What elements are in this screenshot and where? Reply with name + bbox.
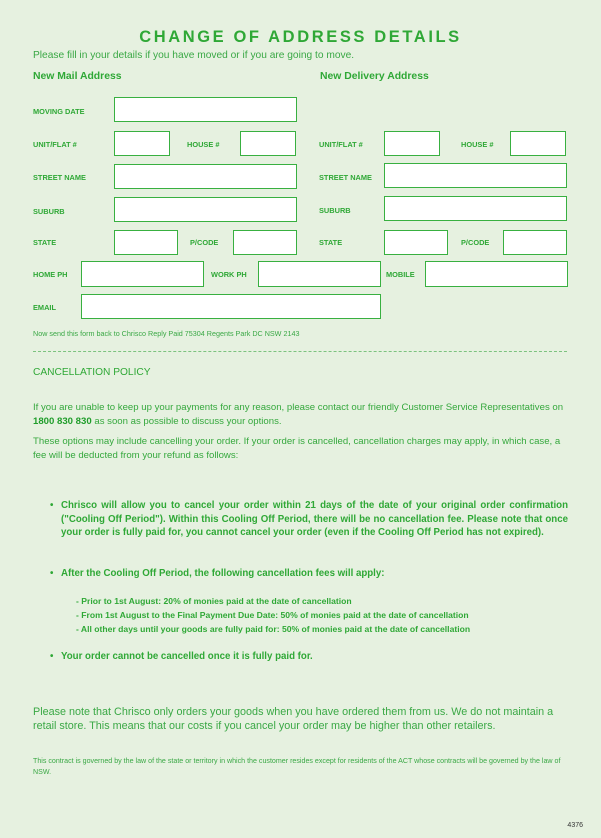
return-address-note: Now send this form back to Chrisco Reply Paid 75304 Regents Park DC NSW 2143	[33, 329, 300, 338]
delivery-street-label: STREET NAME	[319, 173, 372, 182]
delivery-house-field[interactable]	[510, 131, 566, 156]
email-field[interactable]	[81, 294, 381, 319]
mail-state-label: STATE	[33, 238, 57, 247]
governing-law-note: This contract is governed by the law of the state or territory in which the customer resides except for residents of the ACT whose contracts will be governed by the law of NSW.	[33, 757, 561, 776]
mail-postcode-label: P/CODE	[190, 238, 219, 247]
bullet-fully-paid	[50, 650, 568, 664]
retail-store-note: Please note that Chrisco only orders your goods when you have ordered them from us. We do not maintain a retail store. This means that our costs if you cancel your order may be higher than other retailers.	[33, 706, 554, 733]
delivery-postcode-label: P/CODE	[461, 238, 490, 247]
delivery-suburb-label: SUBURB	[319, 206, 351, 215]
contact-text-start: If you are unable to keep up your payments for any reason, please contact our friendly Customer Service Representatives on	[33, 402, 564, 413]
mail-suburb-field[interactable]	[114, 197, 297, 222]
form-subtitle: Please fill in your details if you have moved or if you are going to move.	[33, 50, 355, 61]
bullet-fees-intro	[50, 567, 568, 581]
mail-address-heading: New Mail Address	[33, 71, 122, 82]
bullet-marker: •	[50, 500, 54, 511]
mail-suburb-label: SUBURB	[33, 207, 65, 216]
delivery-suburb-field[interactable]	[384, 196, 567, 221]
work-phone-label: WORK PH	[211, 270, 247, 279]
mail-street-label: STREET NAME	[33, 173, 86, 182]
work-phone-field[interactable]	[258, 261, 381, 287]
mail-unit-field[interactable]	[114, 131, 170, 156]
bullet-fully-paid-text: Your order cannot be cancelled once it is fully paid for.	[61, 651, 313, 662]
mail-street-field[interactable]	[114, 164, 297, 189]
cancellation-policy-heading: CANCELLATION POLICY	[33, 367, 151, 378]
form-title: CHANGE OF ADDRESS DETAILS	[139, 28, 462, 46]
mail-state-field[interactable]	[114, 230, 178, 255]
policy-paragraph-options: These options may include cancelling your order. If your order is cancelled, cancellation charges may apply, in which case, a fee will be deducted from your refund as follows:	[33, 436, 561, 461]
mobile-label: MOBILE	[386, 270, 415, 279]
moving-date-label: MOVING DATE	[33, 107, 85, 116]
fee-item: - Prior to 1st August: 20% of monies paid at the date of cancellation	[76, 596, 352, 606]
delivery-unit-label: UNIT/FLAT #	[319, 140, 363, 149]
moving-date-field[interactable]	[114, 97, 297, 122]
delivery-address-heading: New Delivery Address	[320, 71, 429, 82]
mobile-field[interactable]	[425, 261, 568, 287]
bullet-cooling-off-text: Chrisco will allow you to cancel your order within 21 days of the date of your original order confirmation ("Cooling Off Period"). Within this Cooling Off Period, there will be no cancellation fee. Please note that once your order is fully paid for, you cannot cancel your order (even if the Cooling Off Period has not expired).	[61, 500, 568, 539]
delivery-street-field[interactable]	[384, 163, 567, 188]
bullet-cooling-off	[50, 499, 568, 540]
home-phone-field[interactable]	[81, 261, 204, 287]
mail-house-label: HOUSE #	[187, 140, 220, 149]
mail-postcode-field[interactable]	[233, 230, 297, 255]
customer-service-phone: 1800 830 830	[33, 415, 92, 427]
email-label: EMAIL	[33, 303, 56, 312]
bullet-marker: •	[50, 568, 54, 579]
delivery-state-label: STATE	[319, 238, 343, 247]
delivery-postcode-field[interactable]	[503, 230, 567, 255]
mail-unit-label: UNIT/FLAT #	[33, 140, 77, 149]
policy-paragraph-contact	[33, 401, 567, 428]
bullet-fees-intro-text: After the Cooling Off Period, the following cancellation fees will apply:	[61, 568, 385, 579]
delivery-unit-field[interactable]	[384, 131, 440, 156]
delivery-state-field[interactable]	[384, 230, 448, 255]
bullet-marker: •	[50, 651, 54, 662]
section-divider	[33, 351, 567, 352]
mail-house-field[interactable]	[240, 131, 296, 156]
form-code: 4376	[567, 822, 583, 829]
home-phone-label: HOME PH	[33, 270, 68, 279]
delivery-house-label: HOUSE #	[461, 140, 494, 149]
fee-item: - From 1st August to the Final Payment Due Date: 50% of monies paid at the date of cancellation	[76, 610, 469, 620]
contact-text-end: as soon as possible to discuss your options.	[91, 415, 282, 427]
fee-item: - All other days until your goods are fully paid for: 50% of monies paid at the date of cancellation	[76, 624, 471, 634]
